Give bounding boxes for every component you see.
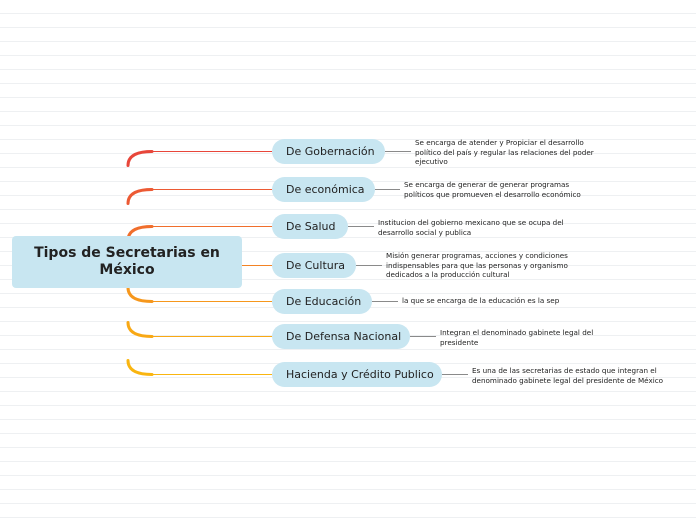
branch-topic[interactable]: [272, 139, 385, 164]
branch-note-line: denominado gabinete legal del presidente de México: [472, 375, 664, 385]
branch-note-line: dedicados a la producción cultural: [386, 270, 510, 279]
branch-topic[interactable]: [272, 253, 356, 278]
branch-elbow-connector: [128, 190, 152, 204]
branch-note: [415, 138, 594, 167]
branch-topic-label: De Gobernación: [286, 145, 375, 158]
branch-elbow-connector: [128, 323, 152, 337]
branch-note: [378, 218, 564, 237]
branch-topic[interactable]: [272, 362, 442, 387]
branch-elbow-connector: [128, 152, 152, 166]
branch-topic-label: De Defensa Nacional: [286, 330, 402, 343]
branch-topic-label: De económica: [286, 183, 365, 196]
branch-note-line: ejecutivo: [415, 157, 448, 166]
branch-note-line: Es una de las secretarias de estado que integran el: [472, 366, 657, 375]
branch-note-line: indispensables para que las personas y organismo: [386, 260, 568, 270]
root-topic-label: Tipos de Secretarias en México: [34, 245, 220, 278]
branch-note-line: Se encarga de atender y Propiciar el desarrollo: [415, 138, 584, 147]
branch-topic-label: Hacienda y Crédito Publico: [286, 368, 434, 381]
branch-note-line: presidente: [440, 337, 479, 347]
branch-topic[interactable]: [272, 177, 375, 202]
branch-note: [472, 366, 663, 385]
branch-note-line: desarrollo social y publica: [378, 227, 472, 237]
branch-topic-label: De Cultura: [286, 259, 345, 272]
branch-topic[interactable]: [272, 214, 348, 239]
branch-note: [440, 328, 593, 347]
root-topic[interactable]: [12, 236, 242, 288]
branch-note-line: Institucion del gobierno mexicano que se ocupa del: [378, 218, 564, 227]
branch-note-line: Se encarga de generar de generar programas: [404, 180, 570, 189]
branch-note-line: político del país y regular las relaciones del poder: [415, 147, 594, 157]
branch-topic-label: De Educación: [286, 295, 362, 308]
branch-note-line: Integran el denominado gabinete legal del: [440, 328, 594, 337]
branch-topic[interactable]: [272, 324, 410, 349]
branch-topic[interactable]: [272, 289, 372, 314]
branch-note-line: Misión generar programas, acciones y condiciones: [386, 251, 568, 260]
branch-note: [402, 296, 559, 306]
branch-elbow-connector: [128, 361, 152, 375]
branch-note: [386, 251, 568, 280]
branch-elbow-connector: [128, 288, 152, 302]
branch-topic-label: De Salud: [286, 220, 336, 233]
branch-note: [404, 180, 581, 199]
branch-note-line: políticos que promueven el desarrollo económico: [404, 189, 581, 199]
branch-note-line: la que se encarga de la educación es la sep: [402, 296, 560, 305]
